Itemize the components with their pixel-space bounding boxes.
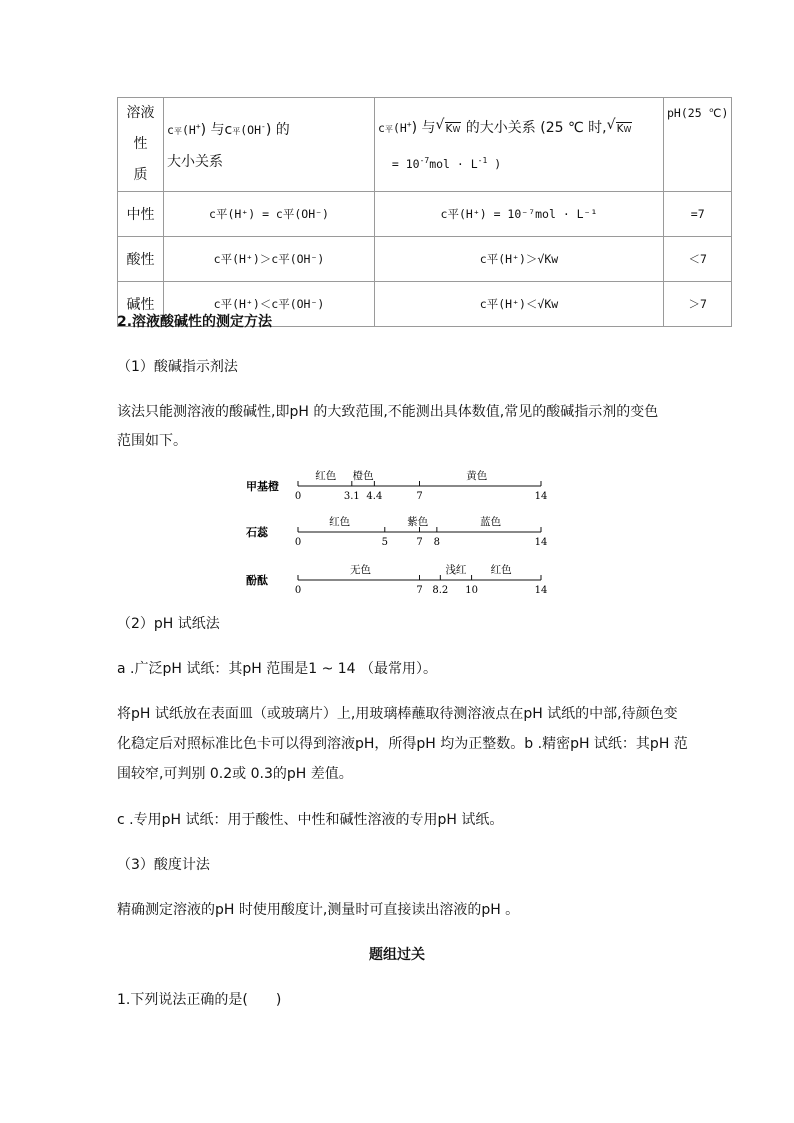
paragraph-ph-method-line1: 将pH 试纸放在表面皿（或玻璃片）上,用玻璃棒蘸取待测溶液点在pH 试纸的中部,待颜色变 [117, 706, 678, 722]
indicator-tick-label: 0 [294, 585, 302, 596]
row-ph: ＜7 [664, 237, 732, 282]
indicator-phenolphthalein [246, 563, 547, 596]
indicator-color-label: 无色 [349, 564, 371, 576]
header-kw [375, 98, 664, 192]
question-1: 1.下列说法正确的是( ) [117, 992, 282, 1008]
row-relation: c平(H⁺)＜c平(OH⁻) [164, 282, 375, 327]
table-row [118, 237, 732, 282]
indicator-tick-label: 8 [433, 537, 441, 548]
indicator-tick-label: 3.1 [343, 491, 360, 502]
acidity-table [117, 97, 732, 327]
indicator-color-label: 红色 [315, 470, 337, 482]
indicator-tick-label: 4.4 [366, 491, 383, 502]
indicator-tick-label: 0 [294, 491, 302, 502]
sub-heading-ph-paper: （2）pH 试纸法 [117, 616, 220, 632]
header-kw-line1: c平(H+) 与 √ KW 的大小关系 (25 ℃ 时, √ KW [378, 109, 660, 145]
indicator-color-label: 红色 [490, 564, 512, 576]
indicator-tick-label: 8.2 [432, 585, 449, 596]
row-ph: ＞7 [664, 282, 732, 327]
paragraph-ph-method-line3: 围较窄,可判别 0.2或 0.3的pH 差值。 [117, 766, 353, 782]
row-relation: c平(H⁺)＞c平(OH⁻) [164, 237, 375, 282]
indicator-tick-label: 7 [416, 585, 423, 596]
header-relation-line1: c平(H+) 与c平(OH-) 的 [167, 121, 290, 138]
header-property [118, 98, 164, 192]
indicator-name: 酚酞 [246, 574, 268, 587]
indicator-color-label: 浅红 [445, 564, 467, 576]
indicator-tick-label: 14 [534, 585, 548, 596]
header-kw-line2: = $10^{-7}mol \cdot L^{-1}$ ) [391, 156, 502, 171]
indicator-color-label: 红色 [329, 516, 351, 528]
indicator-name: 石蕊 [246, 526, 268, 539]
indicator-tick-label: 0 [294, 537, 302, 548]
paragraph-ph-meter: 精确测定溶液的pH 时使用酸度计,测量时可直接读出溶液的pH 。 [117, 902, 520, 918]
indicator-name: 甲基橙 [246, 480, 279, 493]
indicator-color-label: 橙色 [352, 470, 374, 482]
header-property-line1: 溶液性 [126, 105, 155, 152]
paragraph-indicator-line2: 范围如下。 [117, 433, 187, 449]
indicator-tick-label: 7 [416, 537, 423, 548]
row-kw: c平(H⁺)＞√Kw [375, 237, 664, 282]
question-group-title: 题组过关 [369, 947, 425, 963]
indicator-litmus [246, 515, 547, 548]
row-property: 中性 [118, 192, 164, 237]
indicator-diagram [240, 462, 560, 608]
indicator-tick-label: 7 [416, 491, 423, 502]
row-kw: c平(H⁺)＜√Kw [375, 282, 664, 327]
indicator-color-label: 黄色 [466, 470, 488, 482]
header-relation [164, 98, 375, 192]
row-property: 碱性 [118, 282, 164, 327]
row-relation: c平(H⁺) = c平(OH⁻) [164, 192, 375, 237]
section-title: 2.溶液酸碱性的测定方法 [117, 314, 273, 330]
indicator-tick-label: 14 [534, 491, 548, 502]
header-ph: pH(25 ℃) [664, 98, 732, 192]
indicator-tick-label: 14 [534, 537, 548, 548]
row-property: 酸性 [118, 237, 164, 282]
table-row [118, 192, 732, 237]
paragraph-ph-paper-c: c .专用pH 试纸：用于酸性、中性和碱性溶液的专用pH 试纸。 [117, 812, 504, 828]
table-header-row [118, 98, 732, 192]
header-relation-line2: 大小关系 [167, 153, 223, 170]
paragraph-ph-paper-a: a .广泛pH 试纸：其pH 范围是1 ~ 14 （最常用）。 [117, 661, 438, 677]
row-ph: =7 [664, 192, 732, 237]
paragraph-ph-method-line2: 化稳定后对照标准比色卡可以得到溶液pH，所得pH 均为正整数。b .精密pH 试纸：其pH 范 [117, 736, 688, 752]
indicator-methyl-orange [246, 469, 547, 502]
sqrt-kw-2: √ KW [606, 117, 632, 135]
sqrt-kw: √ KW [435, 117, 461, 135]
header-property-line2: 质 [133, 167, 148, 183]
sub-heading-ph-meter: （3）酸度计法 [117, 857, 210, 873]
row-kw: c平(H⁺) = 10⁻⁷mol · L⁻¹ [375, 192, 664, 237]
paragraph-indicator-line1: 该法只能测溶液的酸碱性,即pH 的大致范围,不能测出具体数值,常见的酸碱指示剂的变色 [117, 404, 659, 420]
indicator-color-label: 紫色 [407, 516, 429, 528]
indicator-tick-label: 10 [465, 585, 478, 596]
sub-heading-indicator: （1）酸碱指示剂法 [117, 359, 238, 375]
indicator-color-label: 蓝色 [480, 516, 502, 528]
indicator-tick-label: 5 [381, 537, 388, 548]
